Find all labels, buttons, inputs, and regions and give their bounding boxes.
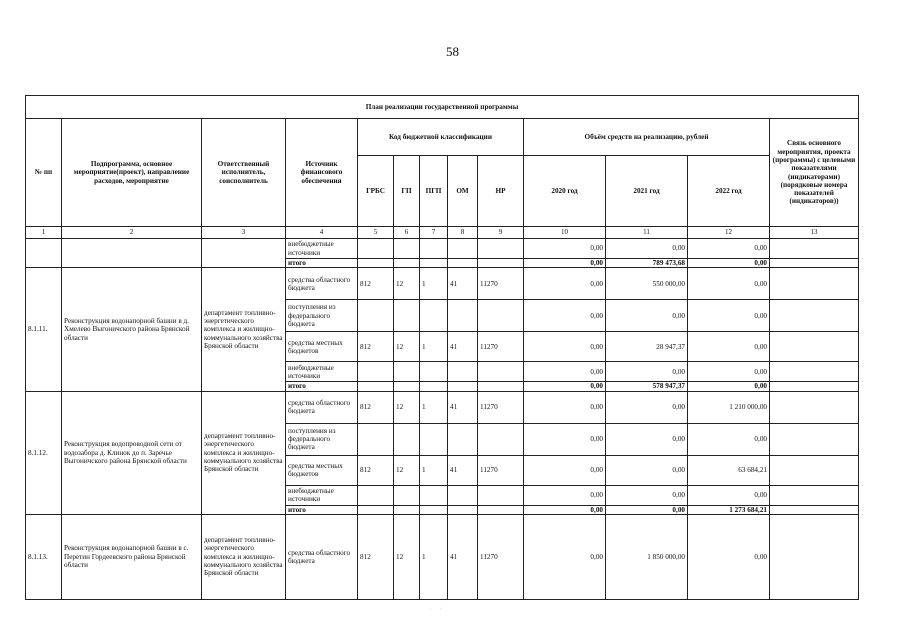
- link-cell: [770, 423, 859, 455]
- gp-cell: 12: [394, 514, 420, 599]
- column-number-row: [26, 227, 859, 239]
- nr-cell: [478, 485, 524, 505]
- nr-cell: [478, 505, 524, 514]
- source-cell: средства областного бюджета: [286, 514, 358, 599]
- nr-cell: [478, 382, 524, 391]
- gp-cell: [394, 423, 420, 455]
- pgp-cell: [420, 362, 448, 382]
- nr-cell: 11270: [478, 268, 524, 300]
- pgp-cell: 1: [420, 514, 448, 599]
- grbs-cell: [358, 300, 394, 332]
- scan-artifact: · ·: [430, 606, 445, 612]
- value-2020-cell: 0,00: [524, 300, 606, 332]
- pgp-cell: 1: [420, 332, 448, 362]
- item-executor: департамент топливно-энергетического комплекса и жилищно-коммунального хозяйства Брянской области: [202, 514, 286, 599]
- grbs-cell: [358, 259, 394, 268]
- pgp-cell: [420, 300, 448, 332]
- table-row: [26, 268, 859, 300]
- link-cell: [770, 268, 859, 300]
- table-body: [26, 96, 859, 600]
- om-cell: [448, 300, 478, 332]
- table-title: План реализации государственной программы: [26, 96, 859, 119]
- value-2022-cell: 0,00: [688, 268, 770, 300]
- link-cell: [770, 362, 859, 382]
- header-2021: 2021 год: [606, 156, 688, 227]
- grbs-cell: [358, 423, 394, 455]
- gp-cell: [394, 485, 420, 505]
- om-cell: 41: [448, 268, 478, 300]
- value-2021-cell: 0,00: [606, 505, 688, 514]
- program-plan-table: [25, 95, 859, 600]
- value-2022-cell: 1 210 000,00: [688, 391, 770, 423]
- column-number: 11: [606, 227, 688, 239]
- nr-cell: [478, 300, 524, 332]
- source-cell: итого: [286, 505, 358, 514]
- source-cell: средства местных бюджетов: [286, 455, 358, 485]
- value-2020-cell: 0,00: [524, 382, 606, 391]
- source-cell: итого: [286, 259, 358, 268]
- value-2021-cell: 1 850 000,00: [606, 514, 688, 599]
- table-row: [26, 391, 859, 423]
- page-number: 58: [446, 44, 459, 59]
- pgp-cell: 1: [420, 455, 448, 485]
- grbs-cell: [358, 505, 394, 514]
- header-subprogram: Подпрограмма, основное мероприятие(проект), направление расходов, мероприятие: [62, 119, 202, 227]
- num-cell: [26, 239, 62, 268]
- value-2021-cell: 0,00: [606, 423, 688, 455]
- value-2020-cell: 0,00: [524, 514, 606, 599]
- value-2021-cell: 578 947,37: [606, 382, 688, 391]
- name-cell: [62, 239, 202, 268]
- header-nr: НР: [478, 156, 524, 227]
- grbs-cell: 812: [358, 514, 394, 599]
- value-2020-cell: 0,00: [524, 391, 606, 423]
- gp-cell: 12: [394, 332, 420, 362]
- item-number: 8.1.13.: [26, 514, 62, 599]
- source-cell: средства местных бюджетов: [286, 332, 358, 362]
- grbs-cell: [358, 362, 394, 382]
- value-2022-cell: 0,00: [688, 485, 770, 505]
- header-2022: 2022 год: [688, 156, 770, 227]
- gp-cell: [394, 505, 420, 514]
- gp-cell: [394, 259, 420, 268]
- source-cell: внебюджетные источники: [286, 485, 358, 505]
- source-cell: внебюджетные источники: [286, 362, 358, 382]
- source-cell: внебюджетные источники: [286, 239, 358, 259]
- column-number: 4: [286, 227, 358, 239]
- value-2021-cell: 0,00: [606, 300, 688, 332]
- source-cell: поступления из федерального бюджета: [286, 300, 358, 332]
- grbs-cell: 812: [358, 455, 394, 485]
- link-cell: [770, 239, 859, 259]
- grbs-cell: [358, 382, 394, 391]
- pgp-cell: 1: [420, 391, 448, 423]
- om-cell: [448, 259, 478, 268]
- pgp-cell: [420, 382, 448, 391]
- om-cell: [448, 382, 478, 391]
- gp-cell: [394, 382, 420, 391]
- value-2022-cell: 63 684,21: [688, 455, 770, 485]
- grbs-cell: 812: [358, 332, 394, 362]
- header-2020: 2020 год: [524, 156, 606, 227]
- value-2022-cell: 0,00: [688, 332, 770, 362]
- om-cell: 41: [448, 455, 478, 485]
- om-cell: 41: [448, 514, 478, 599]
- nr-cell: [478, 259, 524, 268]
- header-volume: Объём средств на реализацию, рублей: [524, 119, 770, 156]
- header-link: Связь основного мероприятия, проекта (программы) с целевыми показателями (индикаторами) (порядковые номера показателей (индикаторов)): [770, 119, 859, 227]
- om-cell: 41: [448, 332, 478, 362]
- header-pgp: ПГП: [420, 156, 448, 227]
- link-cell: [770, 259, 859, 268]
- value-2020-cell: 0,00: [524, 259, 606, 268]
- om-cell: [448, 485, 478, 505]
- header-grbs: ГРБС: [358, 156, 394, 227]
- item-number: 8.1.12.: [26, 391, 62, 514]
- value-2021-cell: 0,00: [606, 455, 688, 485]
- value-2020-cell: 0,00: [524, 332, 606, 362]
- nr-cell: 11270: [478, 391, 524, 423]
- value-2021-cell: 28 947,37: [606, 332, 688, 362]
- link-cell: [770, 382, 859, 391]
- om-cell: [448, 239, 478, 259]
- nr-cell: 11270: [478, 455, 524, 485]
- gp-cell: 12: [394, 268, 420, 300]
- link-cell: [770, 300, 859, 332]
- link-cell: [770, 455, 859, 485]
- link-cell: [770, 505, 859, 514]
- value-2020-cell: 0,00: [524, 505, 606, 514]
- table-row: [26, 239, 859, 259]
- column-number: 2: [62, 227, 202, 239]
- link-cell: [770, 485, 859, 505]
- link-cell: [770, 514, 859, 599]
- header-executor: Ответственный исполнитель, соисполнитель: [202, 119, 286, 227]
- pgp-cell: 1: [420, 268, 448, 300]
- link-cell: [770, 391, 859, 423]
- column-number: 12: [688, 227, 770, 239]
- nr-cell: 11270: [478, 332, 524, 362]
- value-2021-cell: 550 000,00: [606, 268, 688, 300]
- value-2022-cell: 1 273 684,21: [688, 505, 770, 514]
- header-row-1: [26, 119, 859, 156]
- value-2020-cell: 0,00: [524, 362, 606, 382]
- nr-cell: [478, 423, 524, 455]
- value-2021-cell: 0,00: [606, 485, 688, 505]
- column-number: 9: [478, 227, 524, 239]
- pgp-cell: [420, 423, 448, 455]
- pgp-cell: [420, 505, 448, 514]
- grbs-cell: [358, 239, 394, 259]
- source-cell: итого: [286, 382, 358, 391]
- nr-cell: [478, 362, 524, 382]
- om-cell: [448, 362, 478, 382]
- table-row: [26, 514, 859, 599]
- source-cell: средства областного бюджета: [286, 391, 358, 423]
- nr-cell: 11270: [478, 514, 524, 599]
- item-name: Реконструкция водонапорной башни в с. Перетин Гордеевского района Брянской области: [62, 514, 202, 599]
- value-2022-cell: 0,00: [688, 382, 770, 391]
- header-gp: ГП: [394, 156, 420, 227]
- table-title-row: [26, 96, 859, 119]
- header-num: № пп: [26, 119, 62, 227]
- item-name: Реконструкция водопроводной сети от водозабора д. Клинок до п. Заречье Выгоничского района Брянской области: [62, 391, 202, 514]
- item-executor: департамент топливно-энергетического комплекса и жилищно-коммунального хозяйства Брянской области: [202, 268, 286, 391]
- value-2021-cell: 789 473,68: [606, 259, 688, 268]
- value-2020-cell: 0,00: [524, 423, 606, 455]
- value-2022-cell: 0,00: [688, 362, 770, 382]
- value-2020-cell: 0,00: [524, 485, 606, 505]
- header-budget-code: Код бюджетной классификации: [358, 119, 524, 156]
- grbs-cell: [358, 485, 394, 505]
- header-om: ОМ: [448, 156, 478, 227]
- value-2020-cell: 0,00: [524, 455, 606, 485]
- source-cell: поступления из федерального бюджета: [286, 423, 358, 455]
- value-2020-cell: 0,00: [524, 239, 606, 259]
- column-number: 13: [770, 227, 859, 239]
- gp-cell: [394, 300, 420, 332]
- item-number: 8.1.11.: [26, 268, 62, 391]
- column-number: 8: [448, 227, 478, 239]
- om-cell: 41: [448, 391, 478, 423]
- executor-cell: [202, 239, 286, 268]
- value-2022-cell: 0,00: [688, 300, 770, 332]
- value-2022-cell: 0,00: [688, 514, 770, 599]
- value-2022-cell: 0,00: [688, 259, 770, 268]
- value-2022-cell: 0,00: [688, 423, 770, 455]
- pgp-cell: [420, 259, 448, 268]
- value-2021-cell: 0,00: [606, 391, 688, 423]
- column-number: 10: [524, 227, 606, 239]
- source-cell: средства областного бюджета: [286, 268, 358, 300]
- column-number: 5: [358, 227, 394, 239]
- om-cell: [448, 423, 478, 455]
- gp-cell: 12: [394, 391, 420, 423]
- column-number: 6: [394, 227, 420, 239]
- pgp-cell: [420, 239, 448, 259]
- value-2021-cell: 0,00: [606, 239, 688, 259]
- pgp-cell: [420, 485, 448, 505]
- header-source: Источник финансового обеспечения: [286, 119, 358, 227]
- gp-cell: [394, 239, 420, 259]
- value-2022-cell: 0,00: [688, 239, 770, 259]
- value-2020-cell: 0,00: [524, 268, 606, 300]
- gp-cell: 12: [394, 455, 420, 485]
- nr-cell: [478, 239, 524, 259]
- om-cell: [448, 505, 478, 514]
- item-name: Реконструкция водонапорной башни в д. Хмелево Выгоничского района Брянской области: [62, 268, 202, 391]
- gp-cell: [394, 362, 420, 382]
- value-2021-cell: 0,00: [606, 362, 688, 382]
- link-cell: [770, 332, 859, 362]
- grbs-cell: 812: [358, 268, 394, 300]
- column-number: 1: [26, 227, 62, 239]
- column-number: 3: [202, 227, 286, 239]
- grbs-cell: 812: [358, 391, 394, 423]
- item-executor: департамент топливно-энергетического комплекса и жилищно-коммунального хозяйства Брянской области: [202, 391, 286, 514]
- column-number: 7: [420, 227, 448, 239]
